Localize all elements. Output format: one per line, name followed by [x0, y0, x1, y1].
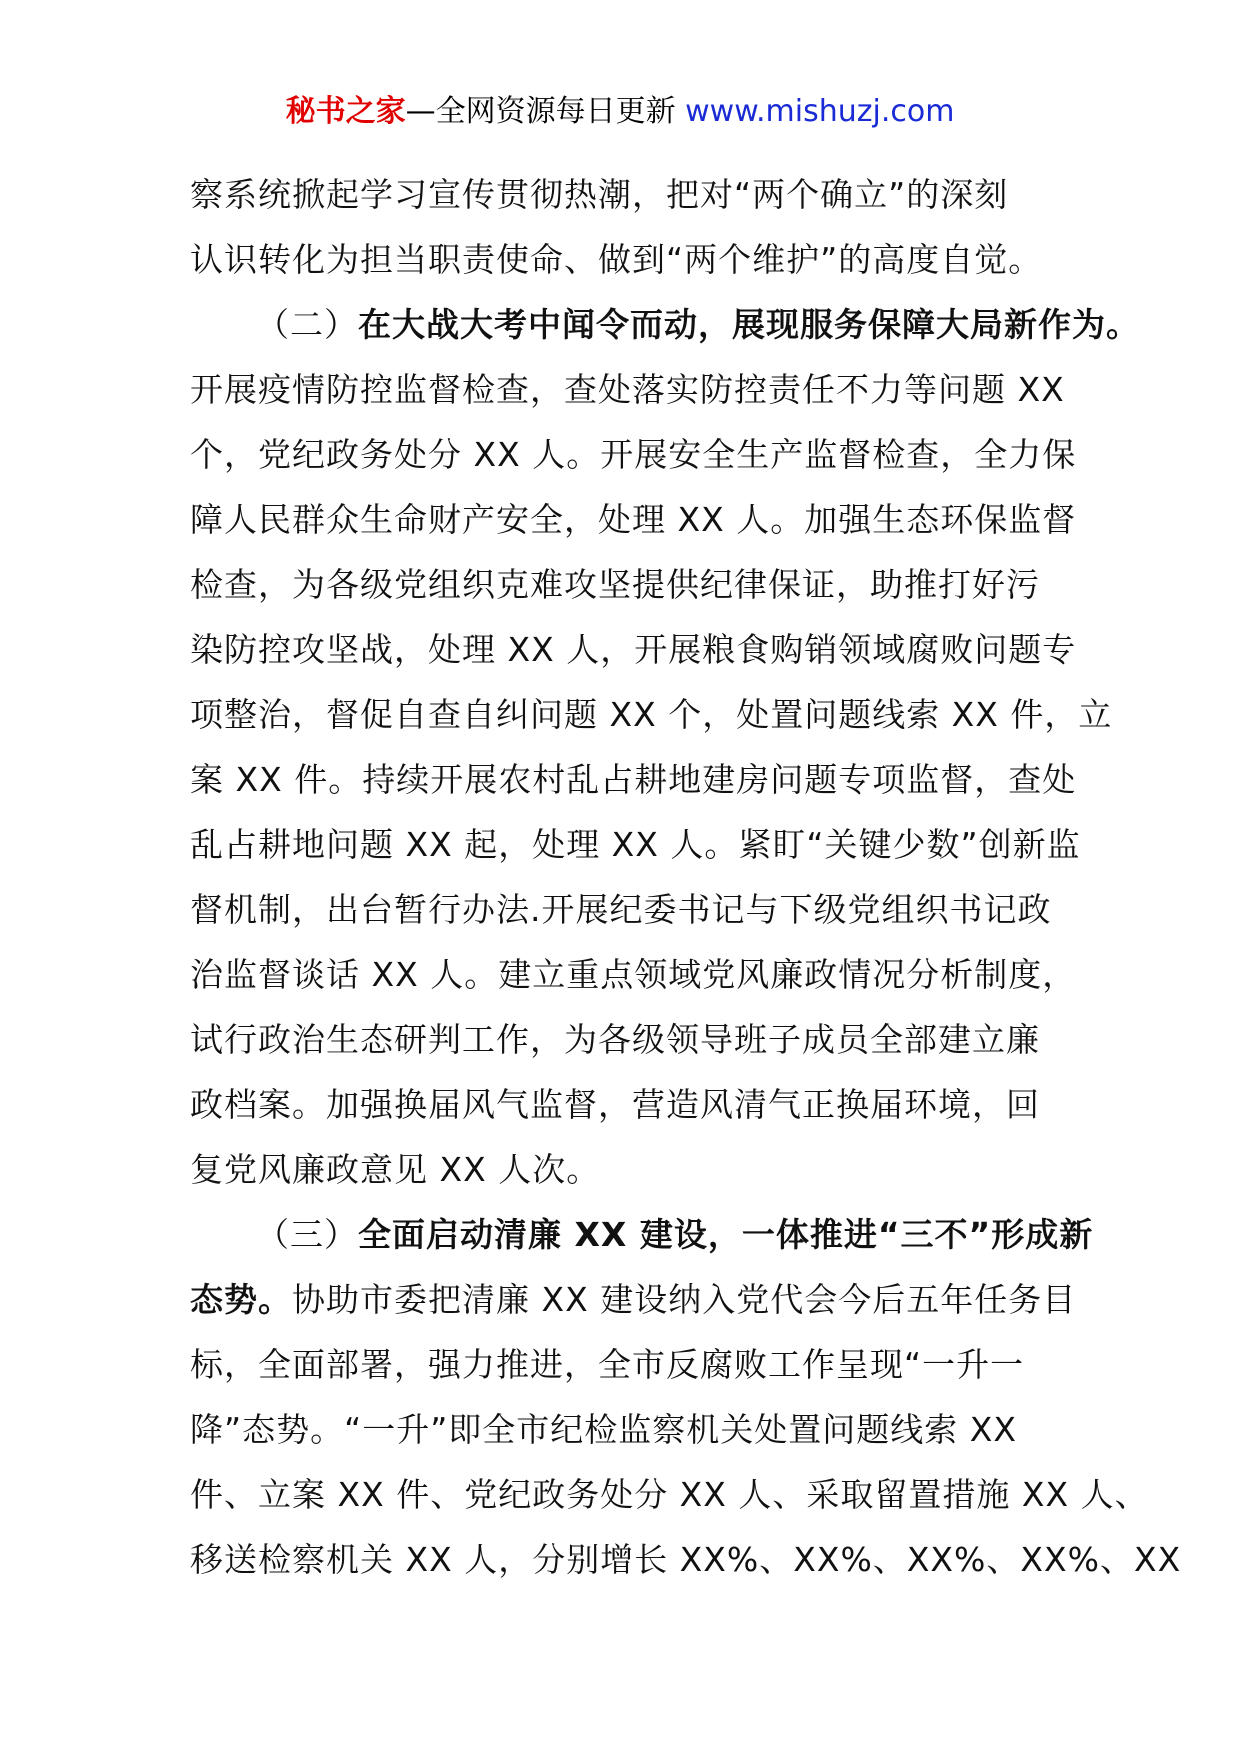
body-text: 试行政治生态研判工作，为各级领导班子成员全部建立廉: [190, 1020, 1040, 1059]
text-line: [190, 942, 1077, 1007]
body-text: 件、立案 XX 件、党纪政务处分 XX 人、采取留置措施 XX 人、: [190, 1475, 1149, 1514]
page-header: [0, 92, 1240, 132]
body-text: 协助市委把清廉 XX 建设纳入党代会今后五年任务目: [292, 1280, 1077, 1319]
body-text: 案 XX 件。持续开展农村乱占耕地建房问题专项监督，查处: [190, 760, 1077, 799]
text-line: [190, 877, 1070, 942]
bold-heading-text: 态势。: [190, 1280, 292, 1319]
body-text: 标，全面部署，强力推进，全市反腐败工作呈现“一升一: [190, 1345, 1025, 1384]
document-body: [190, 162, 1182, 1592]
body-text: 移送检察机关 XX 人，分别增长 XX%、XX%、XX%、XX%、XX: [190, 1540, 1182, 1579]
text-line: [190, 422, 1077, 487]
text-line: [190, 1267, 1077, 1332]
body-text: 个，党纪政务处分 XX 人。开展安全生产监督检查，全力保: [190, 435, 1077, 474]
text-line: [190, 682, 1113, 747]
text-line: [190, 487, 1077, 552]
body-text: 察系统掀起学习宣传贯彻热潮，把对“两个确立”的深刻: [190, 175, 1009, 214]
text-line: [190, 1332, 1070, 1397]
body-text: 开展疫情防控监督检查，查处落实防控责任不力等问题 XX: [190, 370, 1065, 409]
body-text: 乱占耕地问题 XX 起，处理 XX 人。紧盯“关键少数”创新监: [190, 825, 1081, 864]
header-slogan: —全网资源每日更新: [405, 94, 676, 129]
body-text: 染防控攻坚战，处理 XX 人，开展粮食购销领域腐败问题专: [190, 630, 1077, 669]
body-text: 治监督谈话 XX 人。建立重点领域党风廉政情况分析制度，: [190, 955, 1077, 994]
text-line: [190, 1397, 1070, 1462]
text-line: [190, 1202, 1094, 1267]
body-text: 项整治，督促自查自纠问题 XX 个，处置问题线索 XX 件，立: [190, 695, 1113, 734]
text-line: [190, 552, 1070, 617]
text-line: [190, 162, 1070, 227]
body-text: 障人民群众生命财产安全，处理 XX 人。加强生态环保监督: [190, 500, 1077, 539]
text-line: [190, 747, 1077, 812]
body-text: 检查，为各级党组织克难攻坚提供纪律保证，助推打好污: [190, 565, 1040, 604]
text-line: [190, 1462, 1149, 1527]
text-line: [190, 617, 1077, 682]
text-line: [190, 227, 1070, 292]
body-text: （三）: [256, 1215, 358, 1254]
site-url[interactable]: www.mishuzj.com: [685, 94, 955, 129]
body-text: 督机制，出台暂行办法.开展纪委书记与下级党组织书记政: [190, 890, 1052, 929]
text-line: [190, 357, 1070, 422]
text-line: [190, 1137, 1070, 1202]
body-text: 政档案。加强换届风气监督，营造风清气正换届环境，回: [190, 1085, 1040, 1124]
body-text: 认识转化为担当职责使命、做到“两个维护”的高度自觉。: [190, 240, 1043, 279]
bold-heading-text: 全面启动清廉 XX 建设，一体推进“三不”形成新: [358, 1215, 1094, 1254]
brand-name: 秘书之家: [285, 94, 406, 129]
body-text: 复党风廉政意见 XX 人次。: [190, 1150, 601, 1189]
text-line: [190, 1007, 1070, 1072]
text-line: [190, 292, 1140, 357]
body-text: （二）: [256, 305, 358, 344]
text-line: [190, 1072, 1070, 1137]
text-line: [190, 1527, 1182, 1592]
text-line: [190, 812, 1081, 877]
body-text: 降”态势。“一升”即全市纪检监察机关处置问题线索 XX: [190, 1410, 1017, 1449]
bold-heading-text: 在大战大考中闻令而动，展现服务保障大局新作为。: [358, 305, 1140, 344]
